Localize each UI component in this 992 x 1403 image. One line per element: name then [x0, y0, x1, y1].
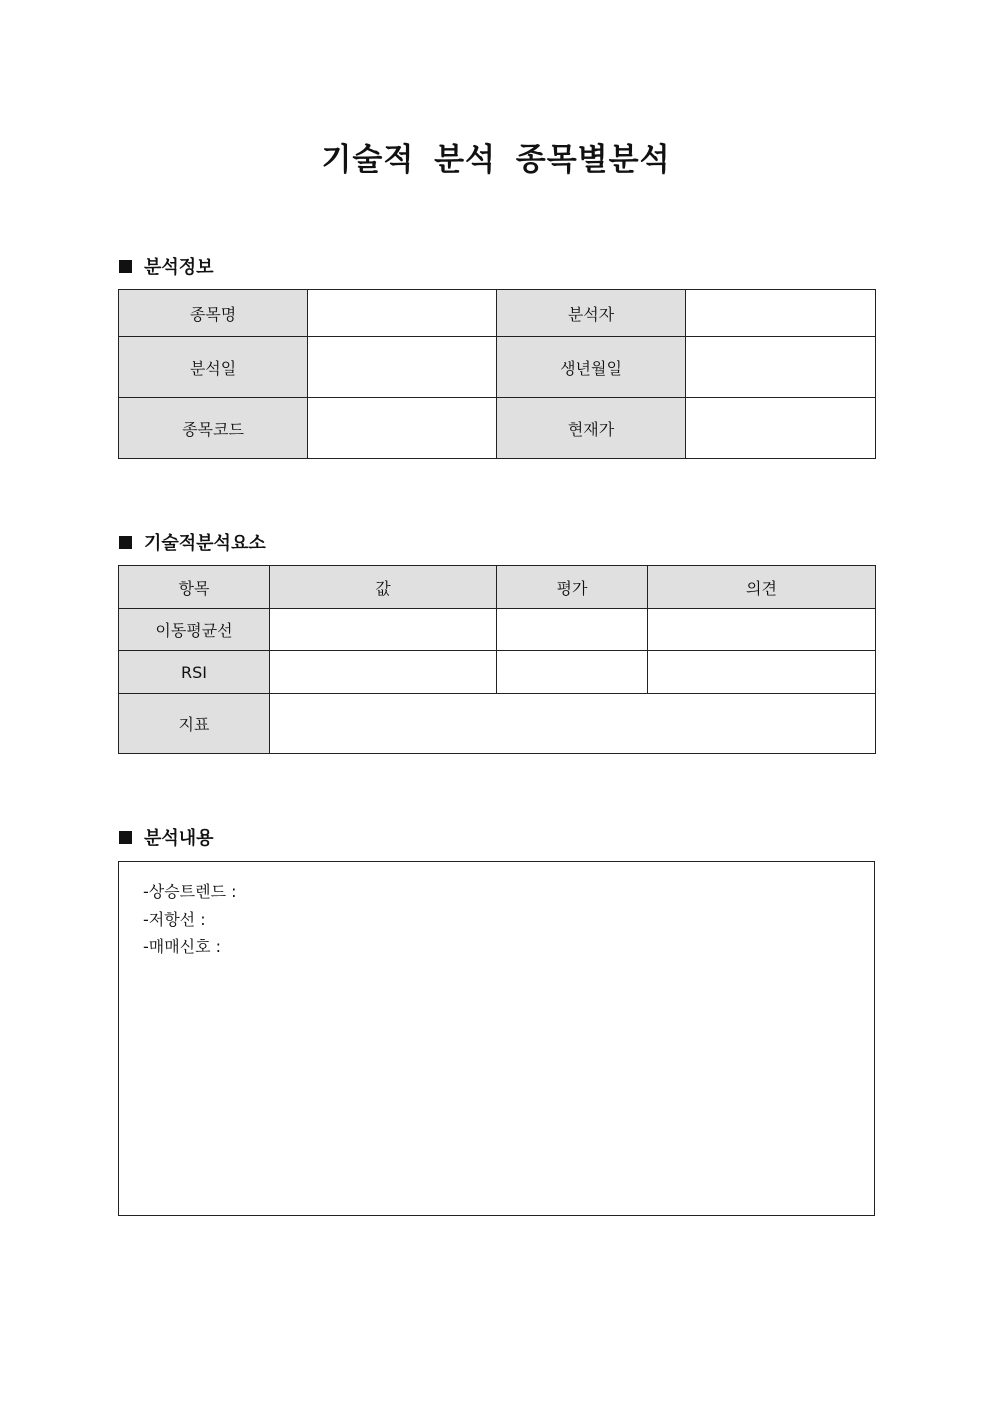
- label-cell: 종목명: [119, 290, 308, 337]
- section-heading-label: 기술적분석요소: [144, 533, 266, 554]
- opinion-field[interactable]: [648, 651, 876, 694]
- technical-elements-table: [118, 565, 876, 754]
- label-cell: 종목코드: [119, 398, 308, 459]
- column-header: 항목: [119, 566, 270, 609]
- content-lines: [143, 878, 237, 961]
- column-header: 값: [270, 566, 497, 609]
- table-row: [119, 398, 876, 459]
- analysis-date-field[interactable]: [308, 337, 497, 398]
- label-cell: 생년월일: [497, 337, 686, 398]
- info-table: [118, 289, 876, 459]
- document-title: 기술적 분석 종목별분석: [321, 142, 671, 178]
- content-line-resistance: -저항선 :: [143, 909, 206, 929]
- table-row: [119, 337, 876, 398]
- analyst-field[interactable]: [686, 290, 876, 337]
- section-heading-elements: [119, 529, 266, 555]
- table-header-row: [119, 566, 876, 609]
- value-field[interactable]: [270, 651, 497, 694]
- square-bullet-icon: [119, 260, 132, 273]
- row-label: 지표: [119, 694, 270, 754]
- analysis-content-box[interactable]: [118, 861, 875, 1216]
- label-cell: 현재가: [497, 398, 686, 459]
- label-cell: 분석일: [119, 337, 308, 398]
- content-line-signal: -매매신호 :: [143, 937, 222, 956]
- square-bullet-icon: [119, 831, 132, 844]
- evaluation-field[interactable]: [497, 651, 648, 694]
- section-heading-label: 분석내용: [144, 828, 214, 849]
- stock-name-field[interactable]: [308, 290, 497, 337]
- column-header: 의견: [648, 566, 876, 609]
- opinion-field[interactable]: [648, 609, 876, 651]
- table-row: [119, 694, 876, 754]
- row-label: 이동평균선: [119, 609, 270, 651]
- row-label: RSI: [119, 651, 270, 694]
- value-field[interactable]: [270, 609, 497, 651]
- square-bullet-icon: [119, 536, 132, 549]
- birthdate-field[interactable]: [686, 337, 876, 398]
- section-heading-info: [119, 253, 214, 279]
- label-cell: 분석자: [497, 290, 686, 337]
- table-row: [119, 651, 876, 694]
- column-header: 평가: [497, 566, 648, 609]
- section-heading-label: 분석정보: [144, 257, 214, 278]
- current-price-field[interactable]: [686, 398, 876, 459]
- table-row: [119, 290, 876, 337]
- indicator-field[interactable]: [270, 694, 876, 754]
- evaluation-field[interactable]: [497, 609, 648, 651]
- section-heading-content: [119, 824, 214, 850]
- content-line-uptrend: -상승트렌드 :: [143, 882, 237, 901]
- table-row: [119, 609, 876, 651]
- stock-code-field[interactable]: [308, 398, 497, 459]
